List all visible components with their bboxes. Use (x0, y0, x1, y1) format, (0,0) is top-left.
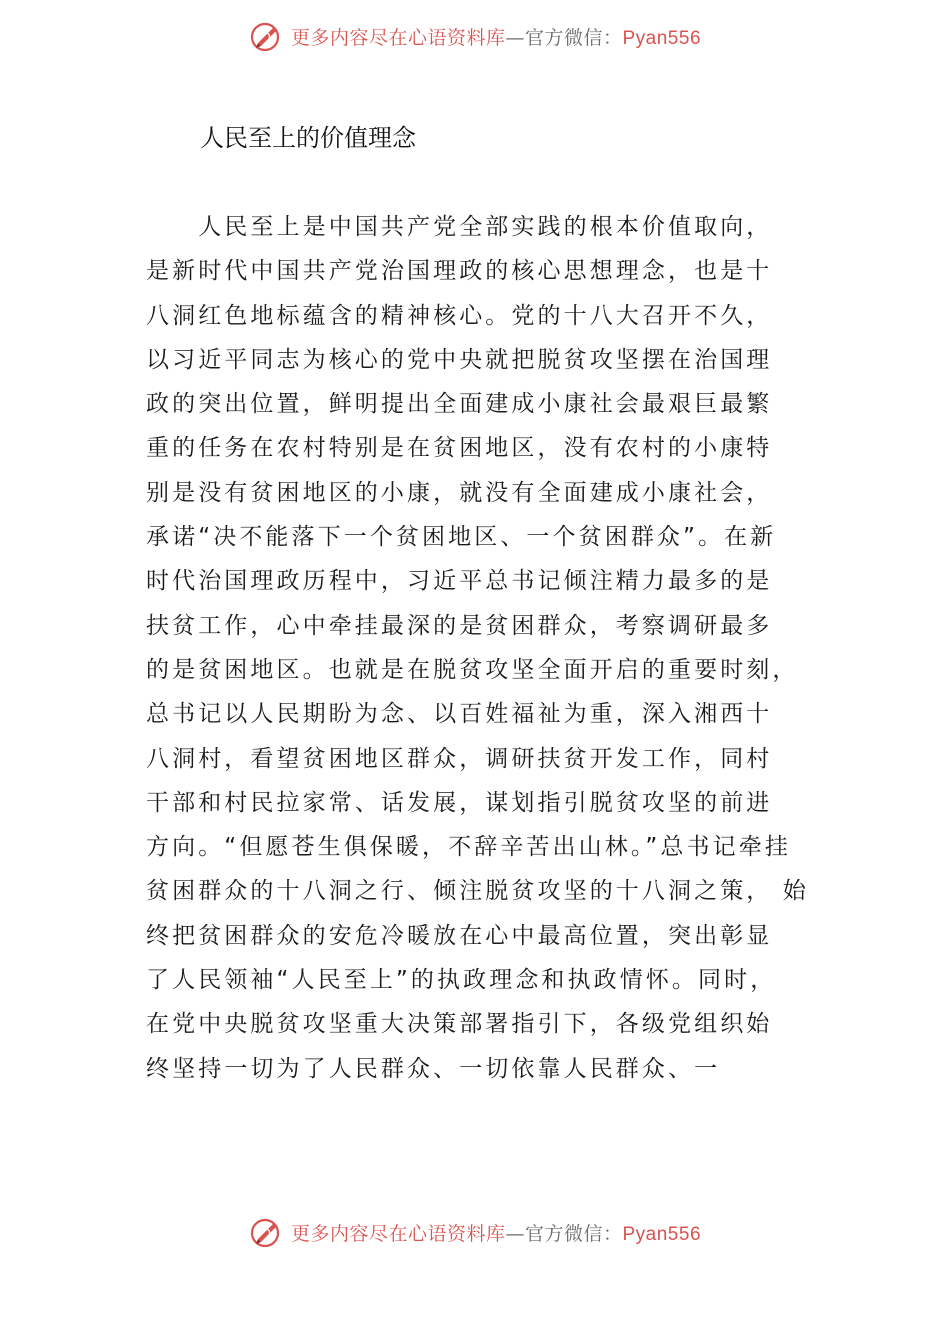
body-line: 终坚持一切为了人民群众、一切依靠人民群众、一 (146, 1055, 721, 1082)
body-line: 以习近平同志为核心的党中央就把脱贫攻坚摆在治国理 (146, 346, 773, 373)
pen-logo-icon (249, 1215, 283, 1249)
body-line: 了人民领袖“人民至上”的执政理念和执政情怀。同时， (146, 967, 777, 994)
body-line: 八洞村，看望贫困地区群众，调研扶贫开发工作，同村 (146, 745, 773, 772)
document-body (146, 205, 826, 1091)
body-line: 别是没有贫困地区的小康，就没有全面建成小康社会， (146, 479, 773, 506)
header-watermark (0, 16, 950, 56)
body-line: 时代治国理政历程中，习近平总书记倾注精力最多的是 (146, 568, 773, 595)
watermark-wechat-label: —官方微信： (505, 1222, 623, 1245)
watermark-wechat-handle: Pyan556 (622, 1223, 702, 1245)
body-line: 是新时代中国共产党治国理政的核心思想理念，也是十 (146, 258, 773, 285)
body-line: 八洞红色地标蕴含的精神核心。党的十八大召开不久， (146, 302, 773, 329)
watermark-text (291, 23, 701, 50)
body-line: 人民至上是中国共产党全部实践的根本价值取向， (146, 214, 773, 240)
body-line: 贫困群众的十八洞之行、倾注脱贫攻坚的十八洞之策， 始 (146, 878, 809, 905)
body-line: 重的任务在农村特别是在贫困地区，没有农村的小康特 (146, 435, 773, 462)
body-line: 总书记以人民期盼为念、以百姓福祉为重，深入湘西十 (146, 701, 773, 728)
body-line: 扶贫工作，心中牵挂最深的是贫困群众，考察调研最多 (146, 612, 773, 639)
watermark-text (291, 1219, 701, 1246)
watermark-site-name: 更多内容尽在心语资料库 (290, 1222, 506, 1245)
watermark-wechat-label: —官方微信： (505, 26, 623, 49)
body-line: 方向。“但愿苍生俱保暖，不辞辛苦出山林。”总书记牵挂 (146, 834, 791, 861)
watermark-wechat-handle: Pyan556 (622, 27, 702, 49)
watermark-site-name: 更多内容尽在心语资料库 (290, 26, 506, 49)
body-line: 在党中央脱贫攻坚重大决策部署指引下，各级党组织始 (146, 1011, 773, 1038)
body-line: 承诺“决不能落下一个贫困地区、一个贫困群众”。在新 (146, 524, 777, 551)
body-line: 终把贫困群众的安危冷暖放在心中最高位置，突出彰显 (146, 922, 773, 949)
pen-logo-icon (249, 19, 283, 53)
body-line: 干部和村民拉家常、话发展，谋划指引脱贫攻坚的前进 (146, 789, 773, 816)
body-line: 的是贫困地区。也就是在脱贫攻坚全面开启的重要时刻， (146, 656, 799, 683)
document-title: 人民至上的价值理念 (200, 124, 416, 152)
footer-watermark (0, 1212, 950, 1252)
body-line: 政的突出位置，鲜明提出全面建成小康社会最艰巨最繁 (146, 391, 773, 418)
